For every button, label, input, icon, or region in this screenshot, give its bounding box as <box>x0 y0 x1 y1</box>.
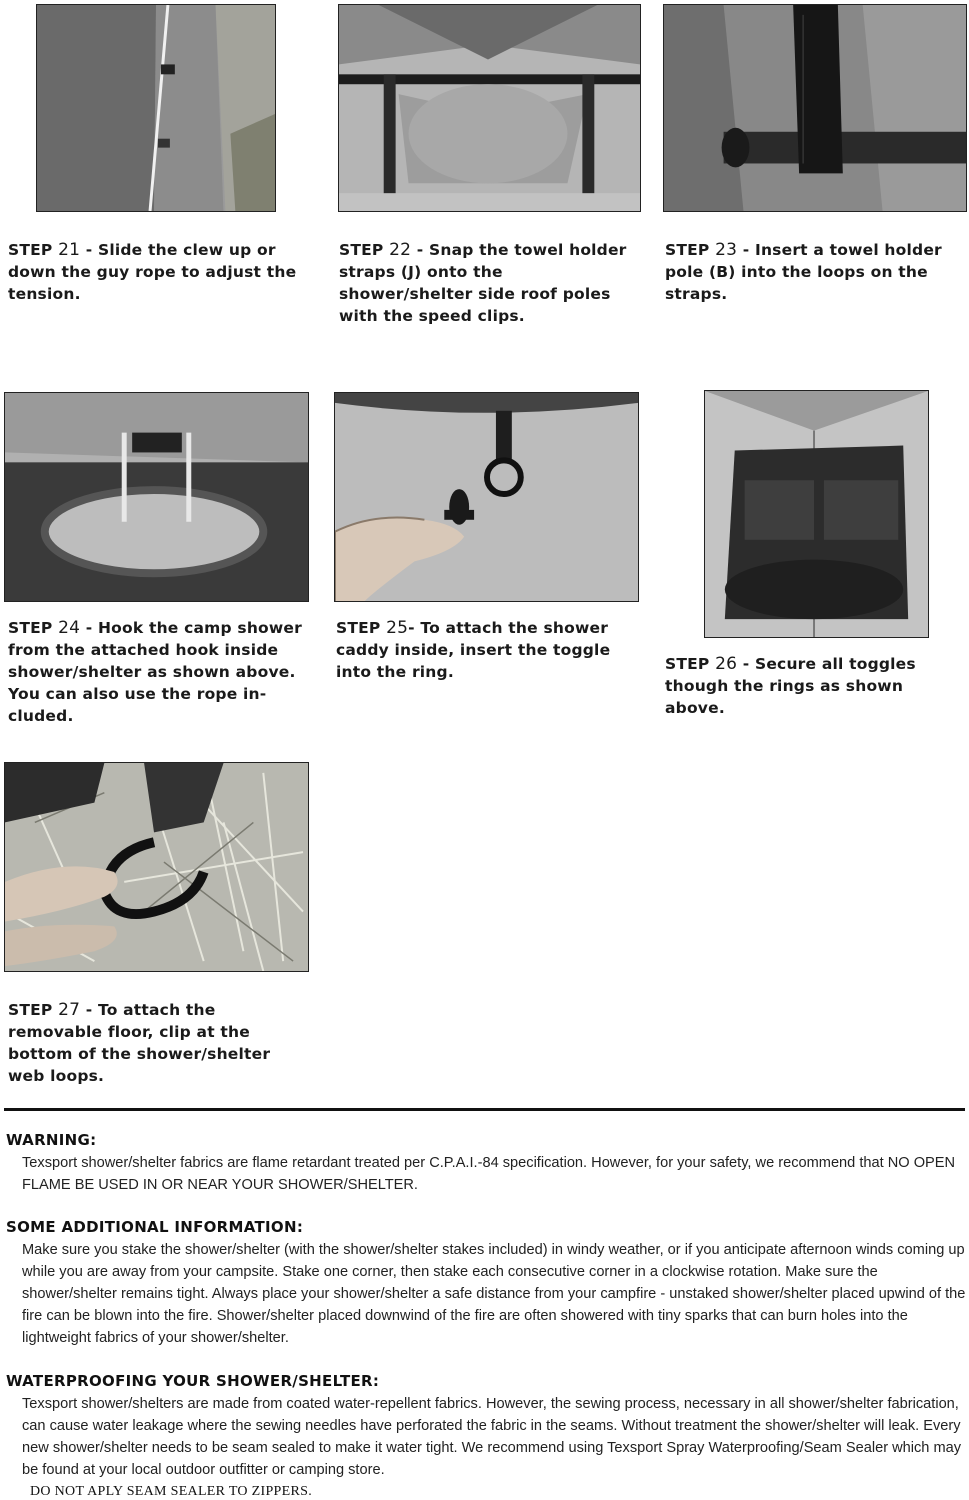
step-23-number: 23 <box>715 240 738 260</box>
step-22-label: STEP <box>339 241 384 259</box>
step-22-number: 22 <box>389 240 412 260</box>
step-24-number: 24 <box>58 618 81 638</box>
step-21-label: STEP <box>8 241 53 259</box>
warning-text: Texsport shower/shelter fabrics are flame retardant treated per C.P.A.I.-84 specification. However, for your safety, we recommend that NO OPEN FLAME BE USED IN OR NEAR YOUR SHOWER/SHELTER. <box>22 1155 956 1193</box>
step-23-caption <box>665 239 960 305</box>
waterproofing-heading: WATERPROOFING YOUR SHOWER/SHELTER: <box>6 1372 380 1390</box>
step-27-text: - To attach the removable floor, clip at the bottom of the shower/shelter web loops. <box>8 1001 271 1085</box>
step-27-number: 27 <box>58 1000 81 1020</box>
step-27-caption <box>8 999 308 1087</box>
step-25-label: STEP <box>336 619 381 637</box>
step-26-caption <box>665 653 967 719</box>
step-21-caption <box>8 239 298 305</box>
step-24-text: - Hook the camp shower from the attached hook inside shower/shelter as shown above. You can also use the rope in-cluded. <box>8 619 302 725</box>
waterproofing-text: Texsport shower/shelters are made from coated water-repellent fabrics. However, the sewing process, necessary in all shower/shelter fabrication, can cause water leakage where the sewing needles have perforated the fabric in the seams. Without treatment the shower/shelter will leak. Every new shower/shelter needs to be seam sealed to make it water tight. We recommend using Texsport Spray Waterproofing/Seam Sealer which may be found at your local outdoor outfitter or camping store. <box>22 1396 962 1478</box>
step-26-photo <box>704 390 929 638</box>
step-26-number: 26 <box>715 654 738 674</box>
step-21-number: 21 <box>58 240 81 260</box>
step-22-caption <box>339 239 634 327</box>
step-23-photo <box>663 4 967 212</box>
step-24-photo <box>4 392 309 602</box>
additional-info-text: Make sure you stake the shower/shelter (with the shower/shelter stakes included) in windy weather, or if you anticipate afternoon winds coming up while you are away from your campsite. Stake one corner, then stake each consecutive corner in a clockwise rotation. Make sure the shower/shelter remains tight. Always place your shower/shelter a safe distance from your campfire - unstaked shower/shelter placed upwind of the fire can be blown into the fire. Shower/shelter placed downwind of the fire are often showered with tiny sparks that can burn holes into the lightweight fabrics of your shower/shelter. <box>22 1242 966 1346</box>
step-23-label: STEP <box>665 241 710 259</box>
step-27-photo <box>4 762 309 972</box>
seam-sealer-note: DO NOT APLY SEAM SEALER TO ZIPPERS. <box>30 1484 313 1499</box>
step-25-photo <box>334 392 639 602</box>
step-25-number: 25 <box>386 618 409 638</box>
step-22-text: - Snap the towel holder straps (J) onto the shower/shelter side roof poles with the speed clips. <box>339 241 627 325</box>
step-24-label: STEP <box>8 619 53 637</box>
step-25-caption <box>336 617 636 683</box>
step-22-photo <box>338 4 641 212</box>
step-24-caption <box>8 617 303 727</box>
step-21-text: - Slide the clew up or down the guy rope to adjust the tension. <box>8 241 297 303</box>
additional-info-heading: SOME ADDITIONAL INFORMATION: <box>6 1218 304 1236</box>
step-26-label: STEP <box>665 655 710 673</box>
step-27-label: STEP <box>8 1001 53 1019</box>
warning-heading: WARNING: <box>6 1131 97 1149</box>
step-21-photo <box>36 4 276 212</box>
step-25-text: - To attach the shower caddy inside, insert the toggle into the ring. <box>336 619 611 681</box>
section-divider <box>4 1108 965 1111</box>
step-26-text: - Secure all toggles though the rings as shown above. <box>665 655 916 717</box>
step-23-text: - Insert a towel holder pole (B) into the loops on the straps. <box>665 241 942 303</box>
